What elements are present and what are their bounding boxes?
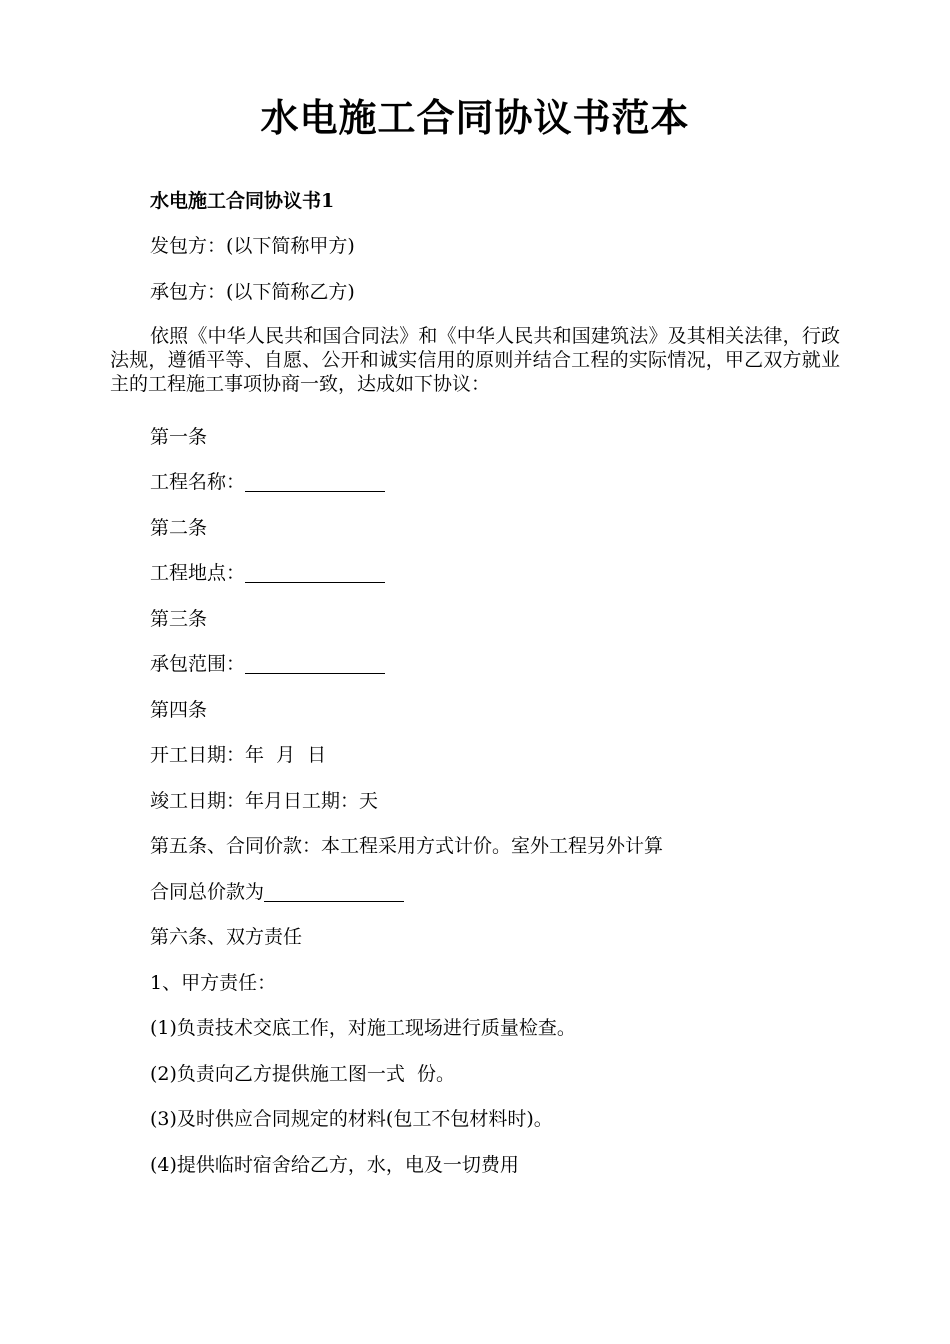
party-a-duties-heading: 1、甲方责任： xyxy=(150,972,277,994)
article-5-line: 第五条、合同价款：本工程采用方式计价。室外工程另外计算 xyxy=(150,835,664,857)
duty-item-1: (1)负责技术交底工作，对施工现场进行质量检查。 xyxy=(150,1017,576,1039)
document-title: 水电施工合同协议书范本 xyxy=(260,96,690,140)
article-6-heading: 第六条、双方责任 xyxy=(150,926,303,948)
total-price-blank xyxy=(264,881,404,902)
project-name-blank xyxy=(245,471,385,492)
duty-item-4: (4)提供临时宿舍给乙方，水，电及一切费用 xyxy=(150,1154,519,1176)
total-price-line xyxy=(150,879,404,905)
total-price-label: 合同总价款为 xyxy=(150,881,265,903)
article-4-heading: 第四条 xyxy=(150,699,208,721)
project-location-line xyxy=(150,560,385,586)
contract-scope-label: 承包范围： xyxy=(150,653,246,675)
project-location-blank xyxy=(245,562,385,583)
party-a-line: 发包方：(以下简称甲方) xyxy=(150,235,355,257)
project-name-label: 工程名称： xyxy=(150,471,246,493)
contract-scope-line xyxy=(150,651,385,677)
start-date-line: 开工日期：年 月 日 xyxy=(150,744,327,766)
project-name-line xyxy=(150,469,385,495)
completion-date-line: 竣工日期：年月日工期：天 xyxy=(150,790,379,812)
section-subtitle: 水电施工合同协议书1 xyxy=(150,190,335,212)
party-b-line: 承包方：(以下简称乙方) xyxy=(150,281,355,303)
article-1-heading: 第一条 xyxy=(150,426,208,448)
intro-paragraph: 依照《中华人民共和国合同法》和《中华人民共和国建筑法》及其相关法律，行政法规，遵循平等、自愿、公开和诚实信用的原则并结合工程的实际情况，甲乙双方就业主的工程施工事项协商一致，达成如下协议： xyxy=(110,325,840,395)
contract-scope-blank xyxy=(245,653,385,674)
article-2-heading: 第二条 xyxy=(150,517,208,539)
article-3-heading: 第三条 xyxy=(150,608,208,630)
duty-item-3: (3)及时供应合同规定的材料(包工不包材料时)。 xyxy=(150,1108,553,1130)
duty-item-2: (2)负责向乙方提供施工图一式 份。 xyxy=(150,1063,455,1085)
project-location-label: 工程地点： xyxy=(150,562,246,584)
